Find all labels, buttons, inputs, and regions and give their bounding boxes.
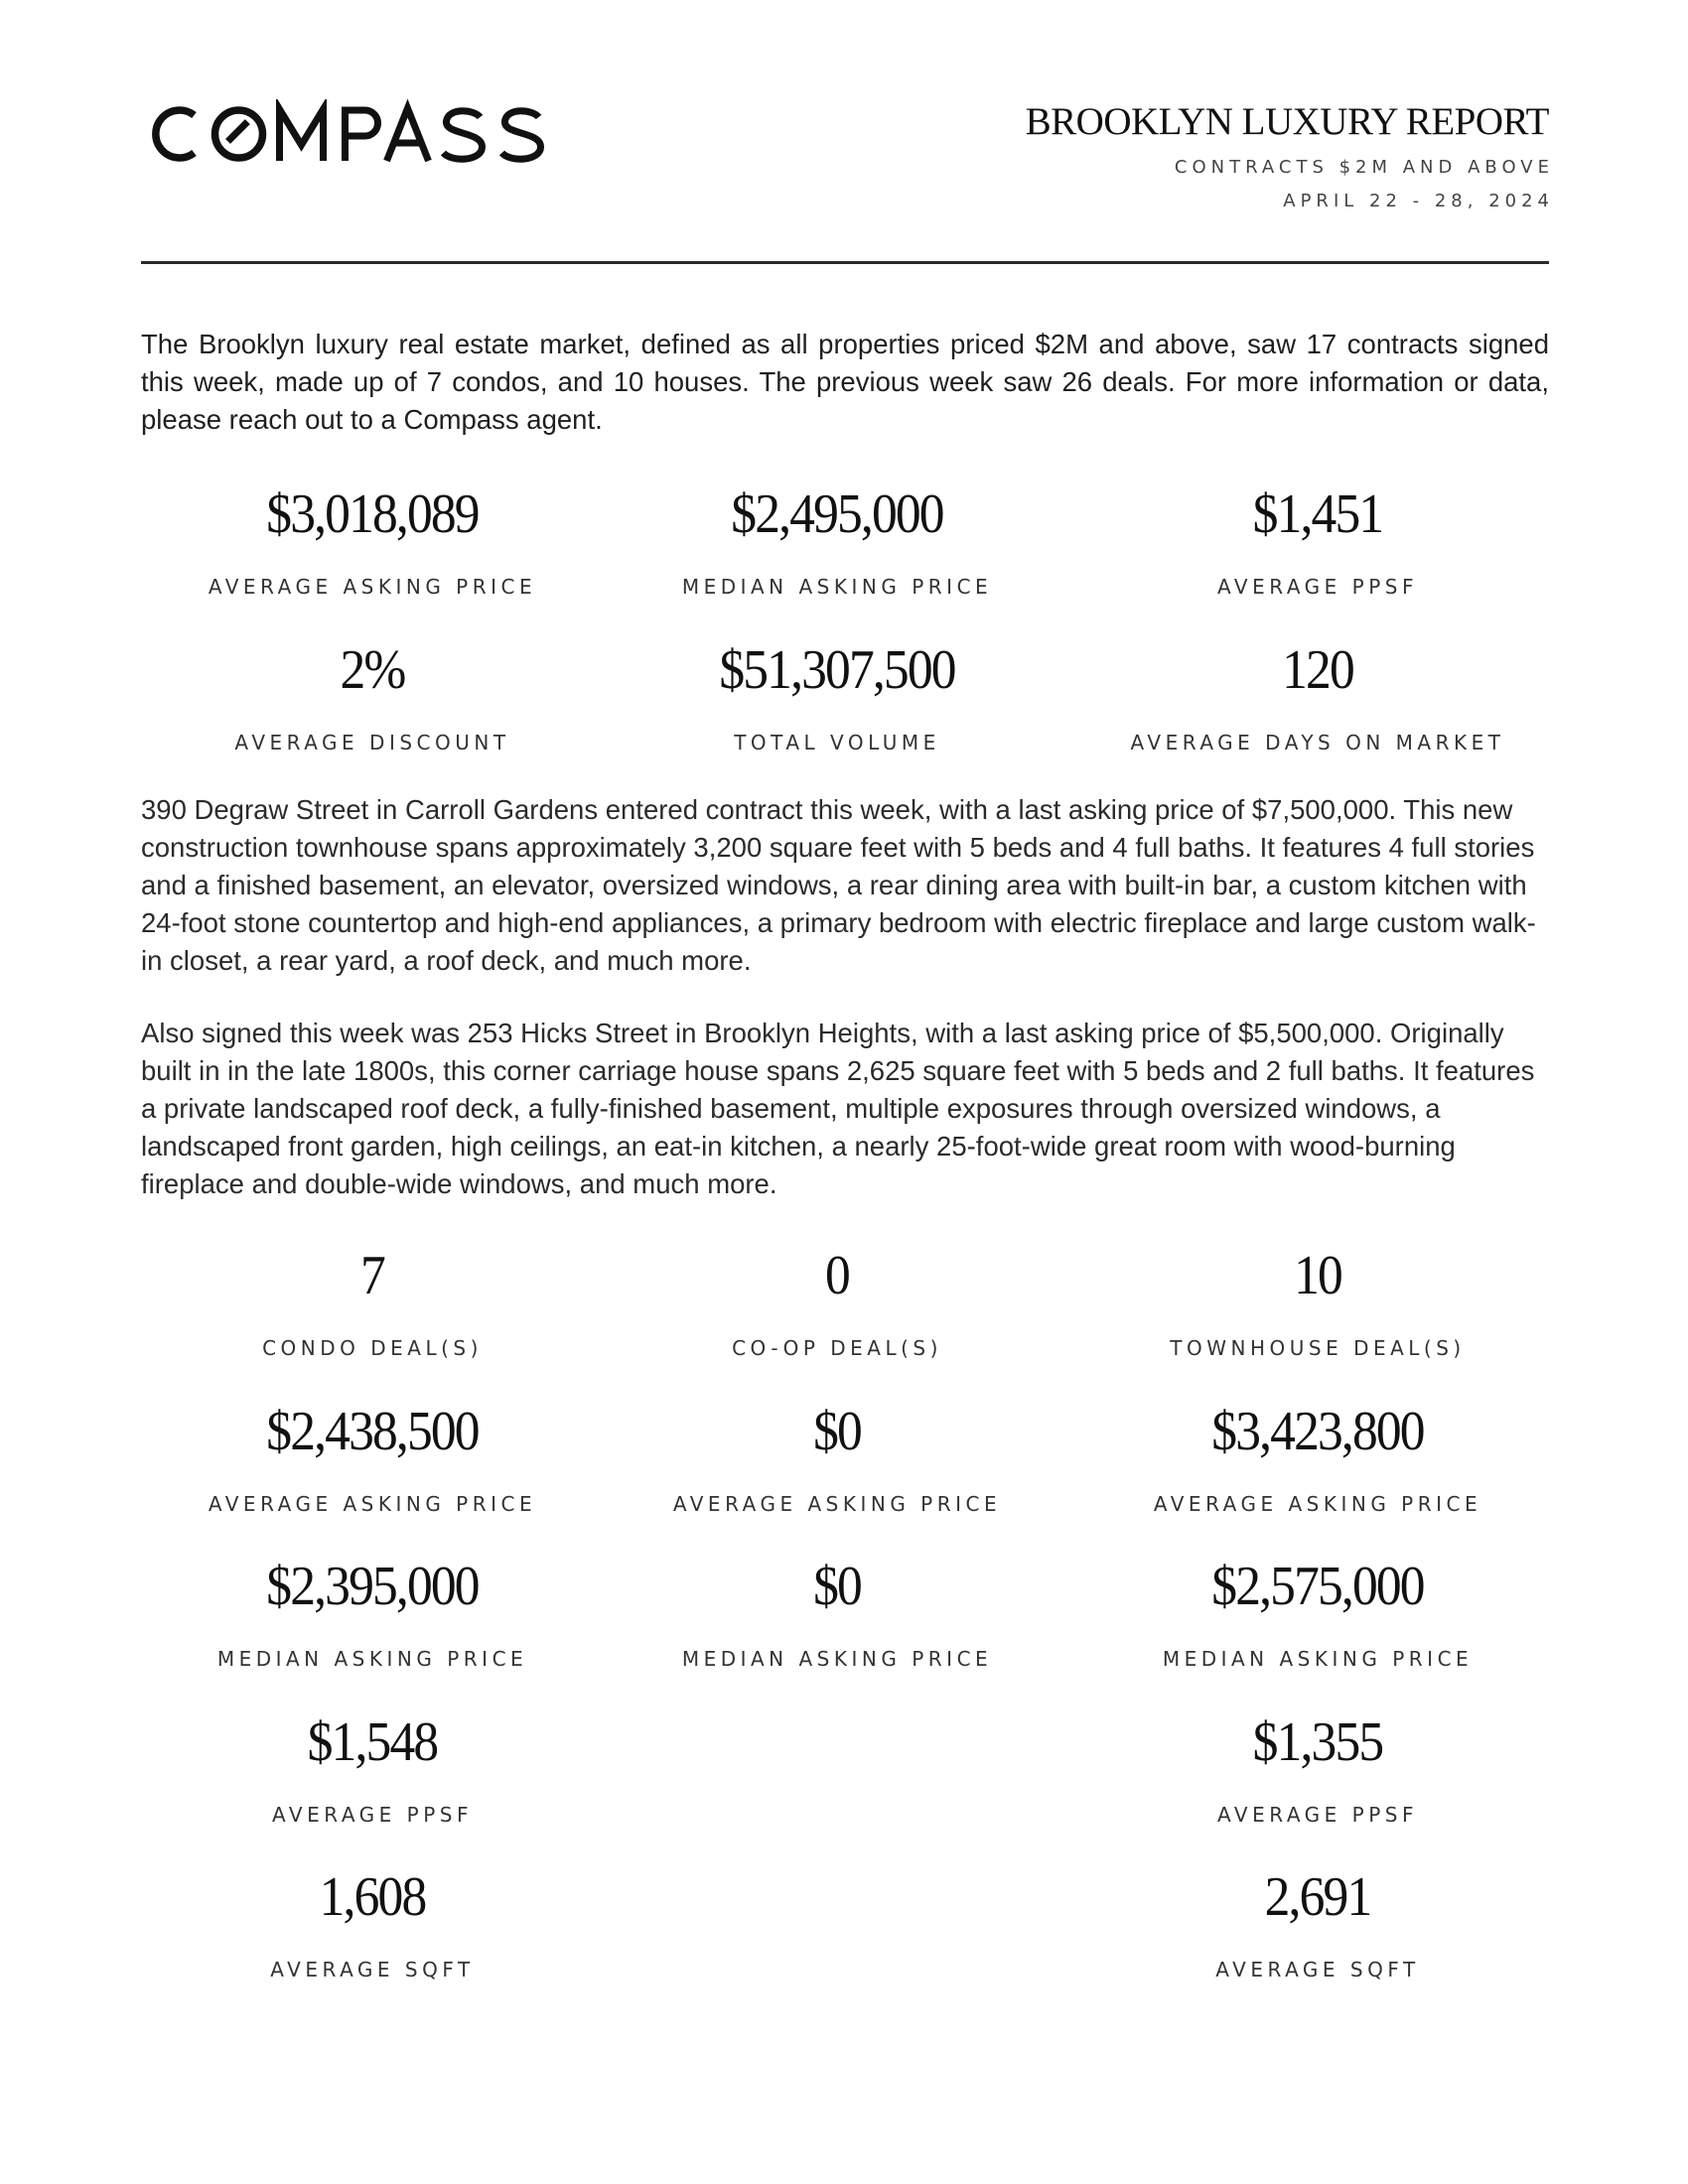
stat-value: 120 — [1282, 639, 1353, 701]
report-header — [1025, 99, 1554, 214]
stat-value: $1,548 — [307, 1711, 438, 1773]
coop-average-asking-price — [599, 1400, 1075, 1517]
stat-value: $1,355 — [1252, 1711, 1383, 1773]
condo-average-ppsf — [134, 1710, 611, 1828]
stat-label: AVERAGE SQFT — [270, 1958, 475, 1981]
stat-value: 10 — [1294, 1245, 1341, 1306]
stat-label: AVERAGE PPSF — [272, 1803, 473, 1827]
report-title: BROOKLYN LUXURY REPORT — [1025, 100, 1549, 143]
condo-deals — [134, 1244, 611, 1361]
stat-value: $0 — [813, 1556, 861, 1617]
stat-value: $2,395,000 — [266, 1556, 479, 1617]
stat-label: AVERAGE PPSF — [1217, 1803, 1418, 1827]
townhouse-average-sqft — [1079, 1865, 1556, 1982]
condo-median-asking-price — [134, 1555, 611, 1672]
stat-value: $2,495,000 — [731, 483, 943, 545]
stat-value: 2% — [340, 639, 405, 701]
stat-value: 0 — [825, 1245, 849, 1306]
stat-value: $1,451 — [1252, 483, 1383, 545]
stat-value: $2,575,000 — [1211, 1556, 1424, 1617]
stat-label: AVERAGE ASKING PRICE — [672, 1492, 1002, 1516]
stat-label: CONDO DEAL(S) — [262, 1336, 483, 1360]
header-divider — [141, 261, 1549, 264]
stat-label: AVERAGE ASKING PRICE — [1153, 1492, 1482, 1516]
stat-label: MEDIAN ASKING PRICE — [681, 1647, 993, 1671]
stat-label: MEDIAN ASKING PRICE — [681, 575, 993, 599]
stat-label: AVERAGE DISCOUNT — [234, 731, 510, 754]
stat-label: CO-OP DEAL(S) — [732, 1336, 942, 1360]
townhouse-deals — [1079, 1244, 1556, 1361]
townhouse-median-asking-price — [1079, 1555, 1556, 1672]
compass-logo — [142, 99, 564, 169]
townhouse-average-asking-price — [1079, 1400, 1556, 1517]
stat-value: 1,608 — [319, 1866, 426, 1928]
stat-average-discount — [134, 638, 611, 755]
stat-label: TOTAL VOLUME — [734, 731, 940, 754]
stat-label: MEDIAN ASKING PRICE — [1162, 1647, 1474, 1671]
townhouse-average-ppsf — [1079, 1710, 1556, 1828]
stat-value: $0 — [813, 1401, 861, 1462]
condo-average-asking-price — [134, 1400, 611, 1517]
stat-value: $3,018,089 — [266, 483, 479, 545]
stat-value: 7 — [360, 1245, 384, 1306]
highlight-paragraph-hicks: Also signed this week was 253 Hicks Street in Brooklyn Heights, with a last asking price of $5,500,000. Originally built in in the late 1800s, this corner carriage house spans 2,625 square feet with 5 beds and 2 full baths. It features a private landscaped roof deck, a fully-finished basement, multiple exposures through oversized windows, a landscaped front garden, high ceilings, an eat-in kitchen, a nearly 25-foot-wide great room with wood-burning fireplace and double-wide windows, and much more. — [141, 1018, 1535, 1199]
stat-label: AVERAGE ASKING PRICE — [208, 1492, 537, 1516]
report-date-range: APRIL 22 - 28, 2024 — [1283, 191, 1554, 211]
intro-paragraph: The Brooklyn luxury real estate market, defined as all properties priced $2M and above, saw 17 contracts signed this week, made up of 7 condos, and 10 houses. The previous week saw 26 deals. For more information or data, please reach out to a Compass agent. — [141, 329, 1549, 435]
condo-average-sqft — [134, 1865, 611, 1982]
report-subtitle: CONTRACTS $2M AND ABOVE — [1174, 157, 1554, 178]
stat-value: $51,307,500 — [719, 639, 955, 701]
stat-label: MEDIAN ASKING PRICE — [216, 1647, 528, 1671]
stat-value: $3,423,800 — [1211, 1401, 1424, 1462]
stat-label: AVERAGE ASKING PRICE — [208, 575, 537, 599]
stat-value: 2,691 — [1264, 1866, 1371, 1928]
stat-value: $2,438,500 — [266, 1401, 479, 1462]
stat-median-asking-price — [599, 482, 1075, 600]
stat-total-volume — [599, 638, 1075, 755]
stat-average-days-on-market — [1079, 638, 1556, 755]
stat-label: TOWNHOUSE DEAL(S) — [1170, 1336, 1466, 1360]
coop-median-asking-price — [599, 1555, 1075, 1672]
coop-deals — [599, 1244, 1075, 1361]
stat-label: AVERAGE SQFT — [1215, 1958, 1420, 1981]
highlight-paragraph-degraw: 390 Degraw Street in Carroll Gardens entered contract this week, with a last asking price of $7,500,000. This new construction townhouse spans approximately 3,200 square feet with 5 beds and 4 full baths. It features 4 full stories and a finished basement, an elevator, oversized windows, a rear dining area with built-in bar, a custom kitchen with 24-foot stone countertop and high-end appliances, a primary bedroom with electric fireplace and large custom walk-in closet, a rear yard, a roof deck, and much more. — [141, 794, 1536, 976]
stat-average-asking-price — [134, 482, 611, 600]
stat-label: AVERAGE PPSF — [1217, 575, 1418, 599]
stat-label: AVERAGE DAYS ON MARKET — [1130, 731, 1505, 754]
stat-average-ppsf — [1079, 482, 1556, 600]
